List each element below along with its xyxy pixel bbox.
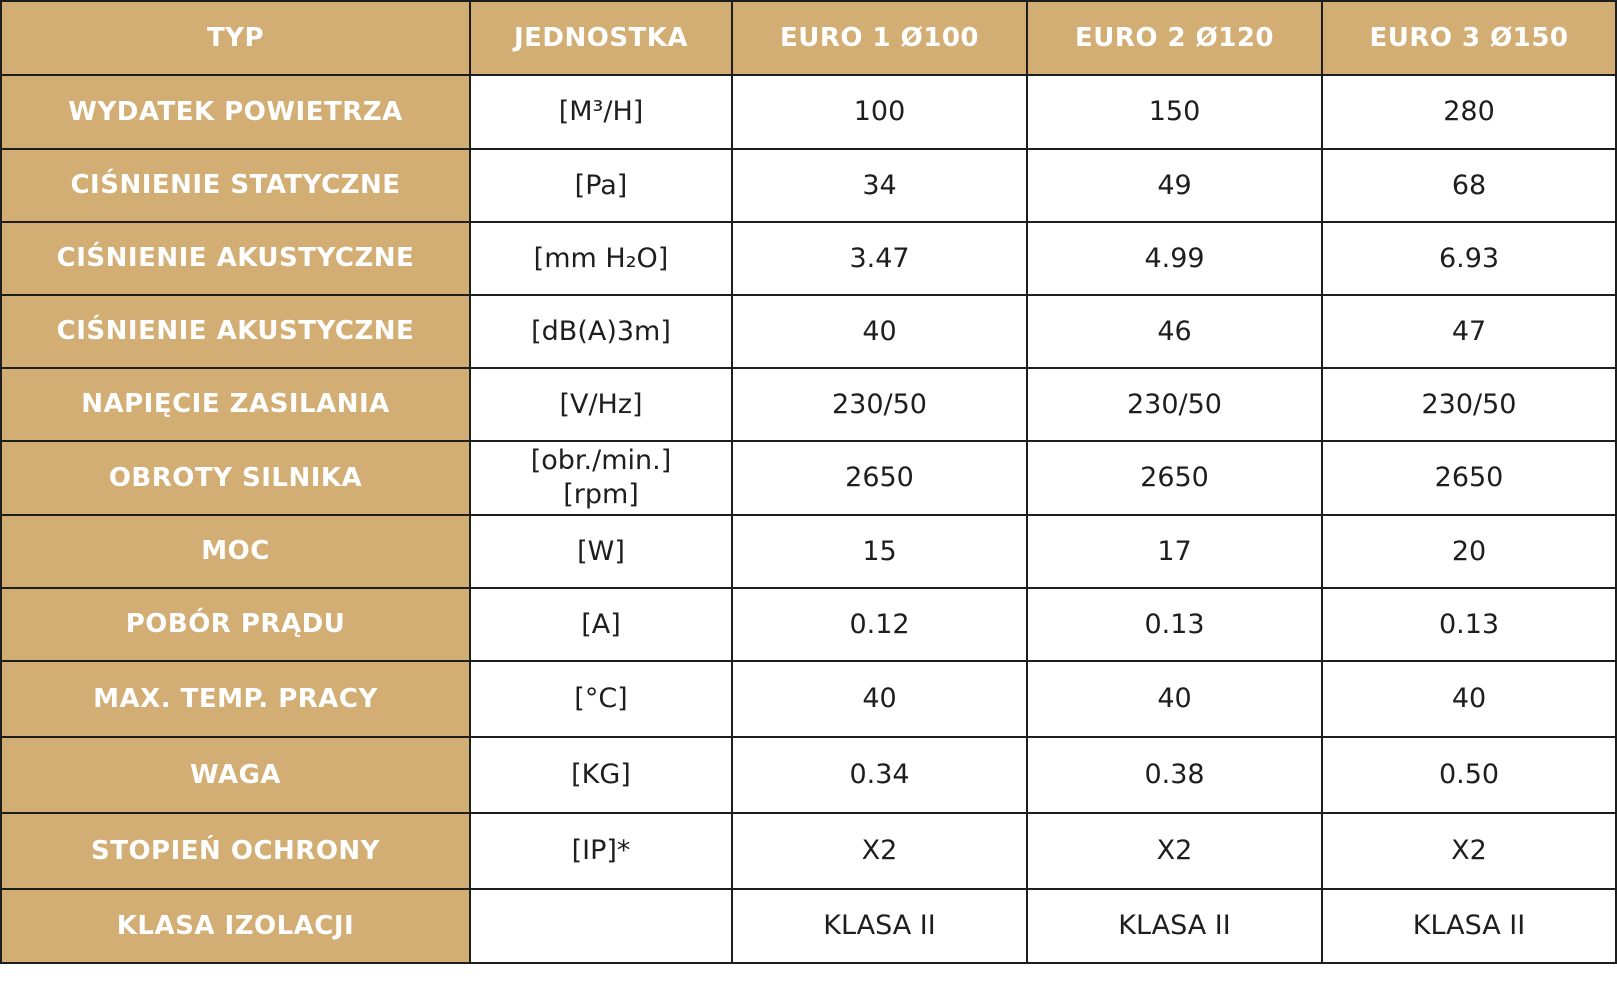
table-row: [1, 515, 1616, 588]
value-euro-1: KLASA II: [732, 889, 1027, 963]
value-euro-1: X2: [732, 813, 1027, 889]
value-euro-2: 46: [1027, 295, 1322, 368]
value-euro-2: 2650: [1027, 441, 1322, 515]
header-euro-2: EURO 2 Ø120: [1027, 1, 1322, 75]
value-euro-1: 40: [732, 661, 1027, 737]
table-row: [1, 737, 1616, 813]
row-unit: [V/Hz]: [470, 368, 732, 441]
header-euro-1: EURO 1 Ø100: [732, 1, 1027, 75]
table-row: [1, 222, 1616, 295]
header-euro-3: EURO 3 Ø150: [1322, 1, 1616, 75]
value-euro-2: 40: [1027, 661, 1322, 737]
value-euro-2: 230/50: [1027, 368, 1322, 441]
value-euro-1: 15: [732, 515, 1027, 588]
row-label: NAPIĘCIE ZASILANIA: [1, 368, 470, 441]
row-label: WYDATEK POWIETRZA: [1, 75, 470, 149]
row-unit: [mm H₂O]: [470, 222, 732, 295]
value-euro-3: 0.13: [1322, 588, 1616, 661]
table-row: [1, 368, 1616, 441]
row-unit: [dB(A)3m]: [470, 295, 732, 368]
value-euro-3: 2650: [1322, 441, 1616, 515]
value-euro-1: 0.34: [732, 737, 1027, 813]
value-euro-3: X2: [1322, 813, 1616, 889]
table-row: [1, 149, 1616, 222]
row-label: POBÓR PRĄDU: [1, 588, 470, 661]
value-euro-1: 2650: [732, 441, 1027, 515]
row-label: KLASA IZOLACJI: [1, 889, 470, 963]
row-label: MOC: [1, 515, 470, 588]
value-euro-1: 230/50: [732, 368, 1027, 441]
value-euro-1: 100: [732, 75, 1027, 149]
value-euro-3: 47: [1322, 295, 1616, 368]
row-unit: [W]: [470, 515, 732, 588]
value-euro-1: 40: [732, 295, 1027, 368]
table-row: [1, 889, 1616, 963]
value-euro-3: 280: [1322, 75, 1616, 149]
row-unit: [Pa]: [470, 149, 732, 222]
value-euro-2: 0.13: [1027, 588, 1322, 661]
header-typ: TYP: [1, 1, 470, 75]
unit-line-2: [rpm]: [563, 479, 639, 510]
table-row: [1, 588, 1616, 661]
row-label: CIŚNIENIE STATYCZNE: [1, 149, 470, 222]
value-euro-1: 0.12: [732, 588, 1027, 661]
row-unit: [°C]: [470, 661, 732, 737]
row-label: STOPIEŃ OCHRONY: [1, 813, 470, 889]
table-row: [1, 441, 1616, 515]
unit-line-1: [obr./min.]: [530, 445, 672, 477]
table-row: [1, 813, 1616, 889]
table-row: [1, 661, 1616, 737]
row-unit: [470, 889, 732, 963]
value-euro-2: KLASA II: [1027, 889, 1322, 963]
row-unit: [M³/H]: [470, 75, 732, 149]
row-label: CIŚNIENIE AKUSTYCZNE: [1, 295, 470, 368]
header-row: [1, 1, 1616, 75]
value-euro-2: 17: [1027, 515, 1322, 588]
row-label: OBROTY SILNIKA: [1, 441, 470, 515]
value-euro-3: 0.50: [1322, 737, 1616, 813]
table-row: [1, 75, 1616, 149]
value-euro-2: 49: [1027, 149, 1322, 222]
row-label: CIŚNIENIE AKUSTYCZNE: [1, 222, 470, 295]
value-euro-3: 40: [1322, 661, 1616, 737]
value-euro-3: 68: [1322, 149, 1616, 222]
row-unit: [470, 441, 732, 515]
value-euro-2: 0.38: [1027, 737, 1322, 813]
value-euro-2: X2: [1027, 813, 1322, 889]
value-euro-1: 3.47: [732, 222, 1027, 295]
row-unit: [A]: [470, 588, 732, 661]
value-euro-3: 6.93: [1322, 222, 1616, 295]
header-jednostka: JEDNOSTKA: [470, 1, 732, 75]
value-euro-1: 34: [732, 149, 1027, 222]
value-euro-2: 4.99: [1027, 222, 1322, 295]
value-euro-3: 20: [1322, 515, 1616, 588]
table-row: [1, 295, 1616, 368]
row-label: WAGA: [1, 737, 470, 813]
value-euro-2: 150: [1027, 75, 1322, 149]
row-label: MAX. TEMP. PRACY: [1, 661, 470, 737]
row-unit: [KG]: [470, 737, 732, 813]
value-euro-3: 230/50: [1322, 368, 1616, 441]
value-euro-3: KLASA II: [1322, 889, 1616, 963]
row-unit: [IP]*: [470, 813, 732, 889]
